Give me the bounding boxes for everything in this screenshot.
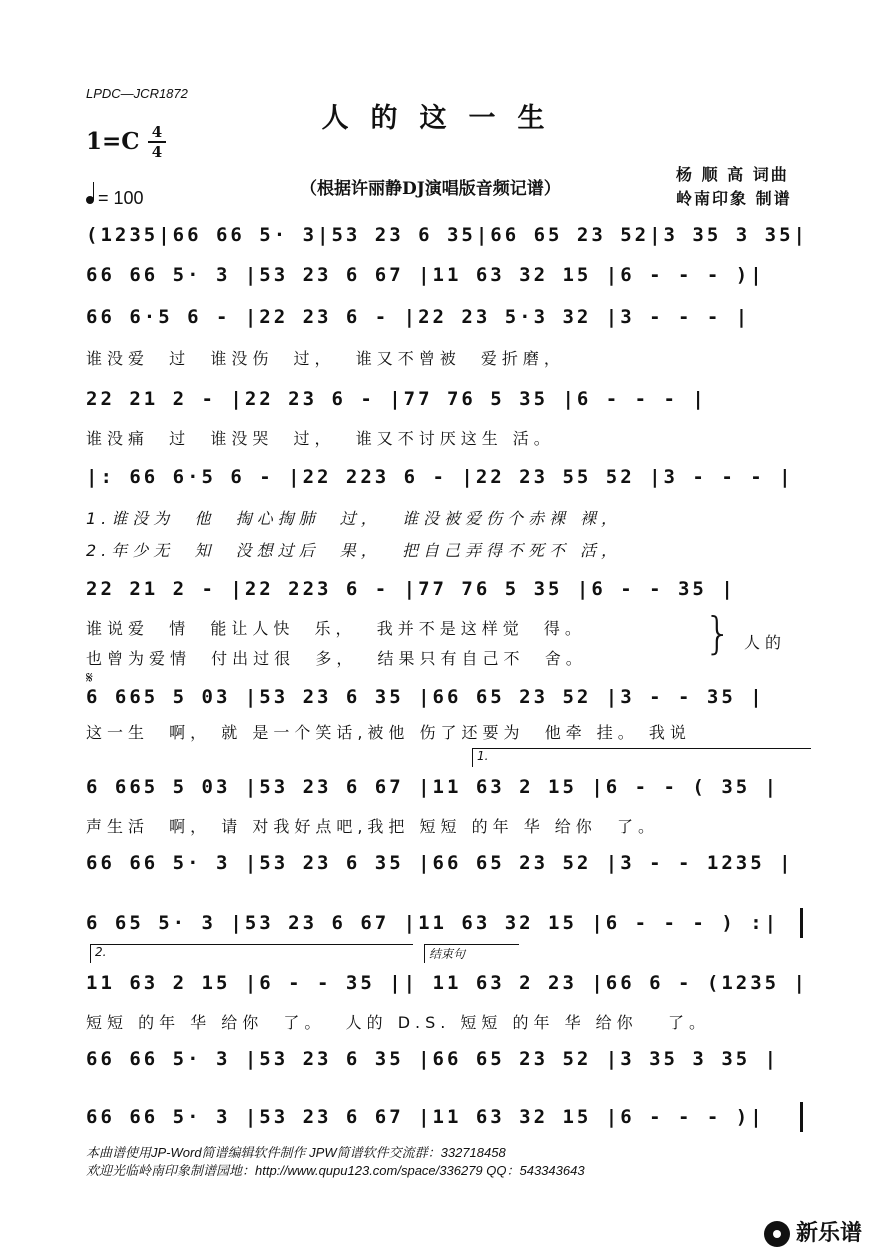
lyric-line-3: 谁没爱 过 谁没伤 过， 谁又不曾被 爱折磨，: [86, 349, 565, 368]
site-logo-text: 新乐谱: [796, 1221, 863, 1246]
time-signature-bottom: 4: [151, 143, 163, 161]
lyric-brace: }: [704, 608, 732, 659]
footer-line-2: 欢迎光临岭南印象制谱园地：http://www.qupu123.com/space/336279 QQ：543343643: [86, 1163, 585, 1178]
time-signature: [148, 124, 166, 160]
lyric-line-5b: 2.年少无 知 没想过后 果， 把自己弄得不死不 活，: [86, 541, 623, 560]
staff-line-2: 66 66 5· 3 |53 23 6 67 |11 63 32 15 |6 - - - )|: [86, 264, 765, 286]
record-icon: [764, 1221, 790, 1247]
staff-line-4: 22 21 2 - |22 23 6 - |77 76 5 35 |6 - - - |: [86, 388, 707, 410]
lyric-line-5a: 1.谁没为 他 掏心掏肺 过， 谁没被爱伤个赤裸 裸，: [86, 509, 623, 528]
site-logo: [764, 1216, 862, 1247]
lyric-line-7: 这一生 啊， 就 是一个笑话,被他 伤了还要为 他牵 挂。 我说: [86, 723, 691, 742]
score-code: LPDC—JCR1872: [86, 86, 188, 101]
lyric-line-11: 短短 的年 华 给你 了。 人的 D.S. 短短 的年 华 给你 了。: [86, 1013, 710, 1032]
composer-credit: 杨 顺 高 词曲: [676, 165, 789, 184]
subtitle: （根据许丽静DJ演唱版音频记谱）: [300, 179, 561, 199]
staff-line-5: |: 66 6·5 6 - |22 223 6 - |22 23 55 52 |3 - - - |: [86, 466, 794, 488]
lyric-line-6b: 也曾为爱情 付出过很 多， 结果只有自己不 舍。: [86, 649, 587, 668]
lyric-line-8: 声生活 啊， 请 对我好点吧,我把 短短 的年 华 给你 了。: [86, 817, 659, 836]
time-signature-top: 4: [151, 123, 163, 141]
footer-line-1: 本曲谱使用JP-Word简谱编辑软件制作 JPW简谱软件交流群：332718458: [86, 1145, 506, 1160]
tempo-marking: [86, 188, 144, 209]
key-signature: 1=C: [86, 128, 140, 155]
staff-line-6: 22 21 2 - |22 223 6 - |77 76 5 35 |6 - - 35 |: [86, 578, 736, 600]
staff-line-7: 6 665 5 03 |53 23 6 35 |66 65 23 52 |3 - - 35 |: [86, 686, 765, 708]
lyric-pickup: 人的: [744, 633, 787, 652]
staff-line-13: 66 66 5· 3 |53 23 6 67 |11 63 32 15 |6 - - - )|: [86, 1106, 765, 1128]
staff-line-11: 11 63 2 15 |6 - - 35 || 11 63 2 23 |66 6 - (1235 |: [86, 972, 808, 994]
coda-bracket: [424, 944, 519, 963]
final-bar: [800, 1102, 803, 1132]
repeat-end-bar: [800, 908, 803, 938]
coda-label: 结束句: [429, 947, 466, 961]
staff-line-8: 6 665 5 03 |53 23 6 67 |11 63 2 15 |6 - - ( 35 |: [86, 776, 780, 798]
quarter-note-icon: [86, 196, 94, 204]
staff-line-1: (1235|66 66 5· 3|53 23 6 35|66 65 23 52|3 35 3 35|: [86, 224, 808, 246]
volta-second-ending: [90, 944, 413, 963]
arranger-credit: 岭南印象 制谱: [676, 189, 792, 208]
staff-line-3: 66 6·5 6 - |22 23 6 - |22 23 5·3 32 |3 - - - |: [86, 306, 751, 328]
staff-line-12: 66 66 5· 3 |53 23 6 35 |66 65 23 52 |3 35 3 35 |: [86, 1048, 780, 1070]
staff-line-10: 6 65 5· 3 |53 23 6 67 |11 63 32 15 |6 - - - ) :|: [86, 912, 780, 934]
lyric-line-6a: 谁说爱 情 能让人快 乐， 我并不是这样觉 得。: [86, 619, 586, 638]
lyric-line-4: 谁没痛 过 谁没哭 过， 谁又不讨厌这生 活。: [86, 429, 555, 448]
tempo-value: = 100: [98, 188, 144, 208]
song-title: 人的这一生: [321, 103, 567, 134]
volta-first-ending: [472, 748, 811, 767]
volta-first-label: 1.: [477, 749, 489, 763]
staff-line-9: 66 66 5· 3 |53 23 6 35 |66 65 23 52 |3 - - 1235 |: [86, 852, 794, 874]
segno-sign: 𝄋: [86, 668, 93, 687]
volta-second-label: 2.: [95, 945, 107, 959]
